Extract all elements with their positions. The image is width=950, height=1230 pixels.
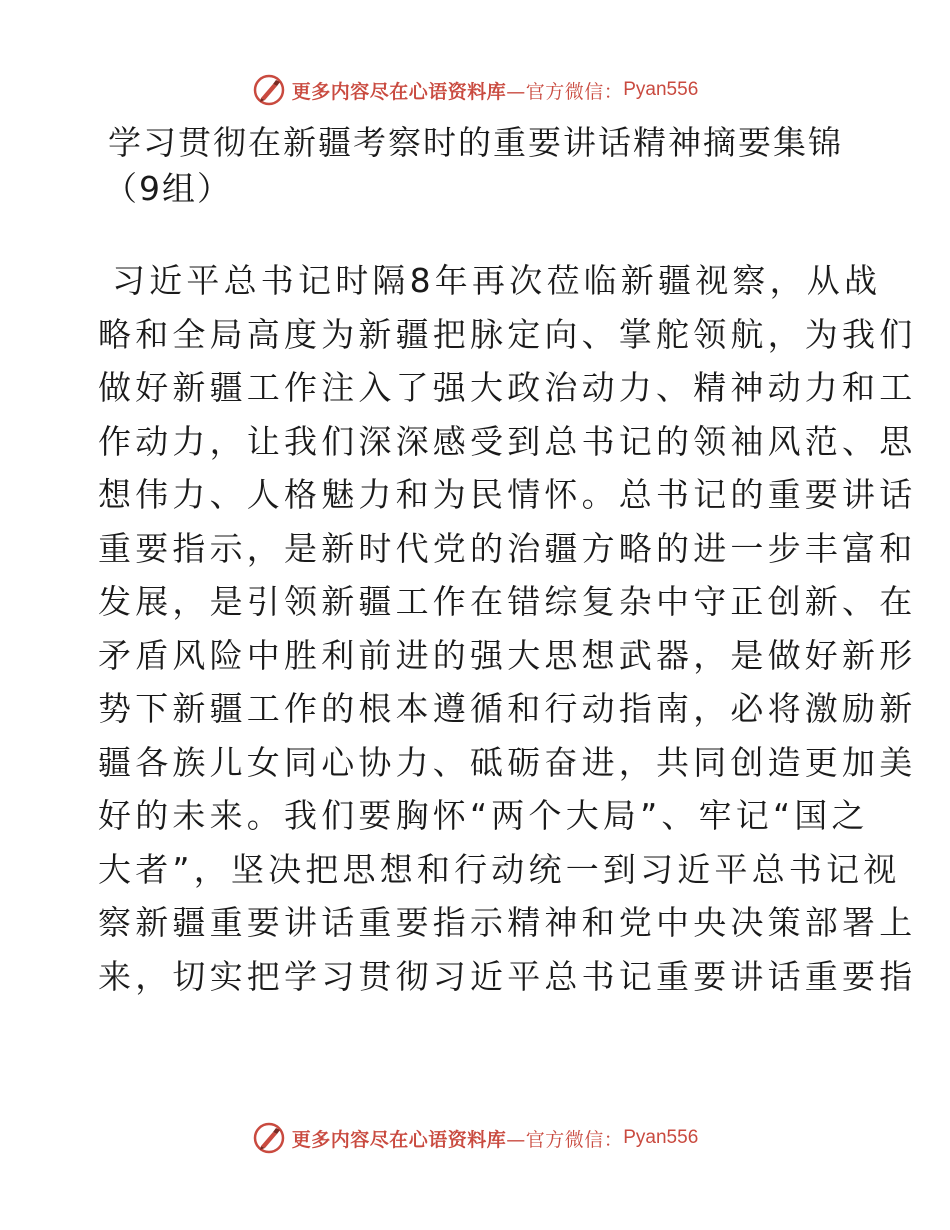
body-line: 好的未来。我们要胸怀“两个大局”、牢记“国之 (98, 796, 869, 835)
banner-wechat-id: Pyan556 (623, 79, 699, 100)
body-line: 察新疆重要讲话重要指示精神和党中央决策部署上 (98, 903, 917, 942)
body-line: 作动力，让我们深深感受到总书记的领袖风范、思 (98, 421, 917, 461)
pen-logo-icon (252, 1121, 286, 1155)
banner-separator-text: —官方微信： (506, 80, 624, 103)
banner-main-text: 更多内容尽在心语资料库 (291, 80, 507, 103)
body-line: 矛盾风险中胜利前进的强大思想武器，是做好新形 (98, 635, 917, 675)
pen-logo-icon (252, 73, 286, 107)
title-line-1: 学习贯彻在新疆考察时的重要讲话精神摘要集锦 (108, 123, 843, 162)
body-line: 想伟力、人格魅力和为民情怀。总书记的重要讲话 (98, 475, 917, 514)
body-line: 来，切实把学习贯彻习近平总书记重要讲话重要指 (98, 956, 917, 996)
banner-main-text: 更多内容尽在心语资料库 (291, 1128, 507, 1151)
footer-watermark-banner (0, 1118, 950, 1158)
body-line: 大者”，坚决把思想和行动统一到习近平总书记视 (98, 849, 901, 889)
body-line: 发展，是引领新疆工作在错综复杂中守正创新、在 (98, 582, 917, 621)
body-line: 重要指示，是新时代党的治疆方略的进一步丰富和 (98, 528, 917, 568)
body-line: 疆各族儿女同心协力、砥砺奋进，共同创造更加美 (98, 742, 917, 782)
body-paragraph (98, 254, 917, 1003)
body-line: 做好新疆工作注入了强大政治动力、精神动力和工 (98, 368, 917, 407)
body-line: 习近平总书记时隔8年再次莅临新疆视察，从战 (112, 261, 882, 300)
title-line-2: （9组） (104, 169, 232, 208)
body-line: 略和全局高度为新疆把脉定向、掌舵领航，为我们 (98, 314, 917, 354)
banner-separator-text: —官方微信： (506, 1128, 624, 1151)
banner-wechat-id: Pyan556 (623, 1127, 699, 1148)
body-line: 势下新疆工作的根本遵循和行动指南，必将激励新 (98, 689, 917, 728)
header-watermark-banner (0, 70, 950, 110)
document-title (104, 120, 848, 212)
